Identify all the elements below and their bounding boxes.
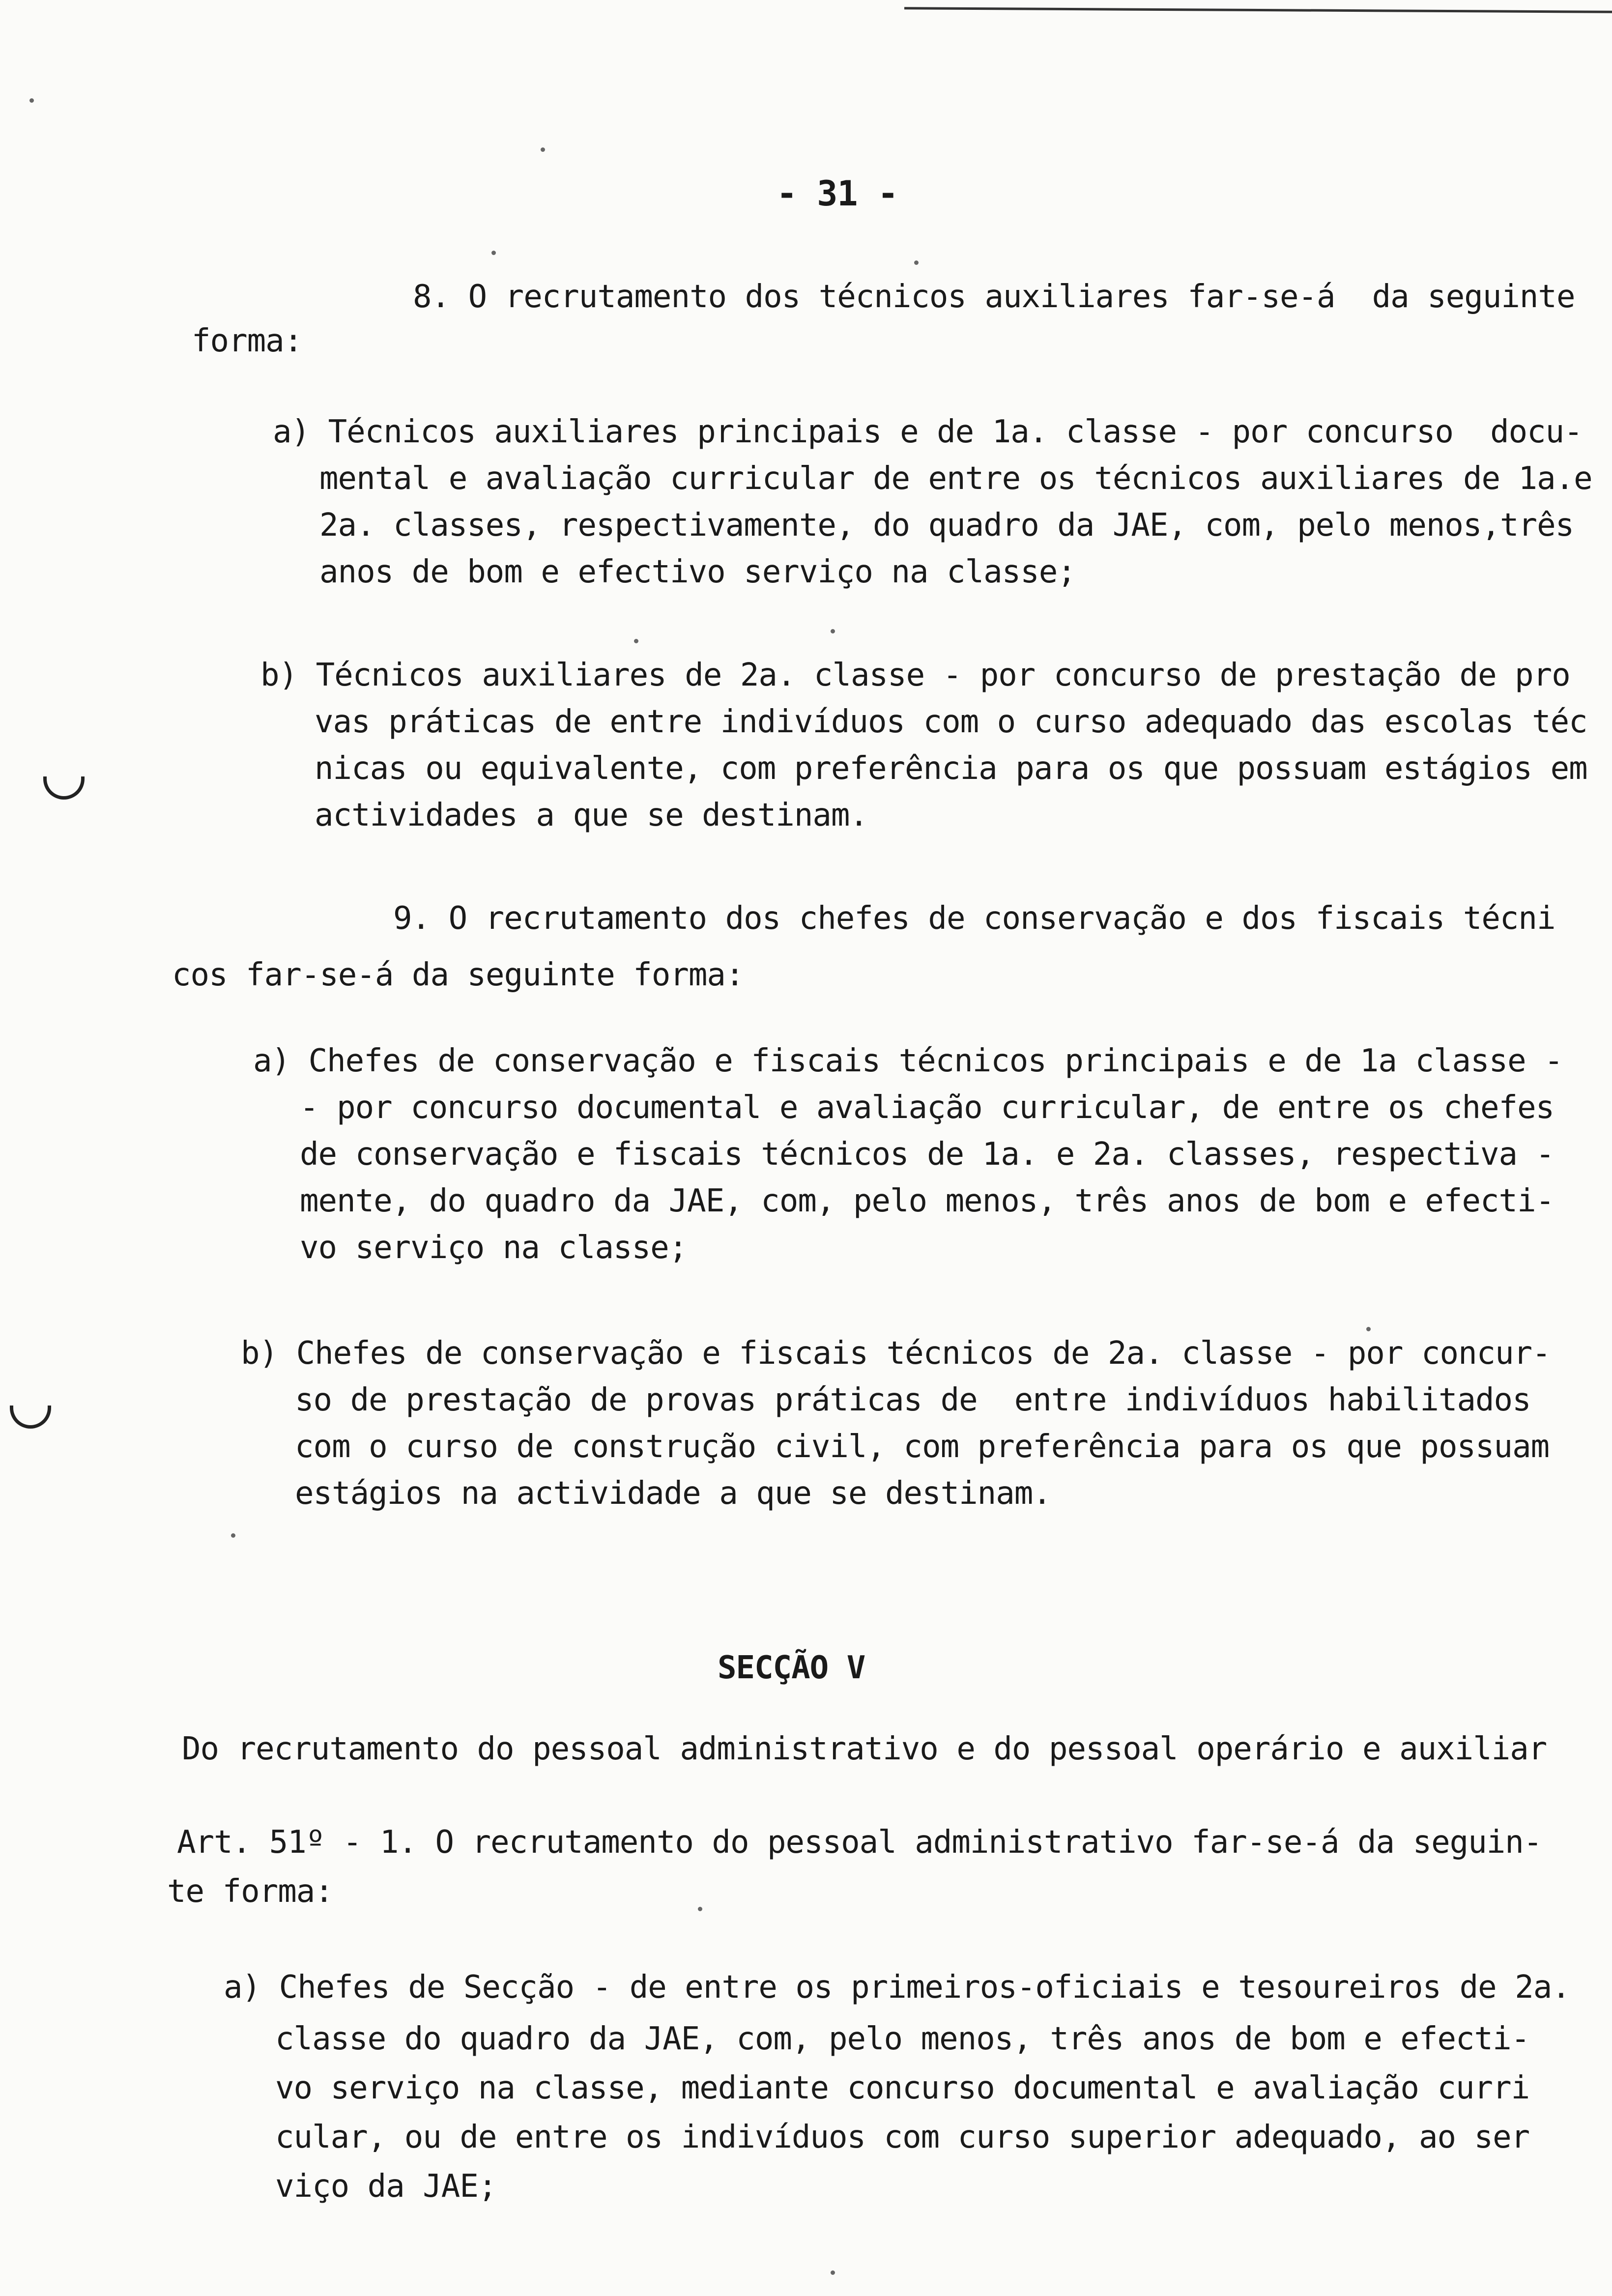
item-9-line-2: cos far-se-á da seguinte forma: (172, 957, 744, 993)
paragraph-line: com o curso de construção civil, com preferência para os que possuam (295, 1429, 1550, 1465)
binding-hole-mark (10, 1406, 51, 1429)
paragraph-line: nicas ou equivalente, com preferência para os que possuam estágios em (315, 750, 1587, 787)
paragraph-line: b) Chefes de conservação e fiscais técnicos de 2a. classe - por concur- (241, 1335, 1551, 1372)
paragraph-line: a) Técnicos auxiliares principais e de 1a. classe - por concurso docu- (273, 414, 1583, 450)
paragraph-line: a) Chefes de Secção - de entre os primeiros-oficiais e tesoureiros de 2a. (224, 1969, 1570, 2006)
paragraph-line: estágios na actividade a que se destinam. (295, 1475, 1051, 1512)
paragraph-line: a) Chefes de conservação e fiscais técnicos principais e de 1a classe - (253, 1043, 1563, 1079)
speck (698, 1907, 702, 1911)
section-title: SECÇÃO V (718, 1650, 865, 1686)
speck (541, 147, 545, 152)
item-8-line-2: forma: (192, 323, 303, 359)
paragraph-line: anos de bom e efectivo serviço na classe; (319, 554, 1076, 590)
top-edge-line (904, 7, 1612, 13)
paragraph-line: vo serviço na classe, mediante concurso documental e avaliação curri (275, 2070, 1530, 2106)
paragraph-line: classe do quadro da JAE, com, pelo menos, três anos de bom e efecti- (275, 2021, 1530, 2057)
paragraph-line: - por concurso documental e avaliação curricular, de entre os chefes (300, 1090, 1554, 1126)
speck (634, 639, 638, 643)
paragraph-line: vas práticas de entre indivíduos com o curso adequado das escolas téc (315, 704, 1587, 740)
paragraph-line: cular, ou de entre os indivíduos com curso superior adequado, ao ser (275, 2119, 1530, 2155)
binding-hole-mark (43, 776, 85, 800)
article-51-line-2: te forma: (167, 1873, 333, 1910)
paragraph-line: actividades a que se destinam. (315, 797, 868, 833)
page-number: - 31 - (777, 173, 898, 214)
paragraph-line: 2a. classes, respectivamente, do quadro da JAE, com, pelo menos,três (319, 507, 1574, 544)
paragraph-line: viço da JAE; (275, 2168, 497, 2205)
paragraph-line: de conservação e fiscais técnicos de 1a. e 2a. classes, respectiva - (300, 1136, 1554, 1173)
speck (491, 251, 496, 255)
paragraph-line: so de prestação de provas práticas de entre indivíduos habilitados (295, 1382, 1531, 1418)
speck (831, 2270, 835, 2275)
item-8-line-1: 8. O recrutamento dos técnicos auxiliares far-se-á da seguinte (413, 279, 1575, 315)
paragraph-line: mental e avaliação curricular de entre os técnicos auxiliares de 1a.e (319, 460, 1592, 497)
paragraph-line: mente, do quadro da JAE, com, pelo menos, três anos de bom e efecti- (300, 1183, 1554, 1219)
section-subtitle: Do recrutamento do pessoal administrativo e do pessoal operário e auxiliar (182, 1731, 1547, 1767)
speck (914, 260, 919, 265)
item-9-line-1: 9. O recrutamento dos chefes de conservação e dos fiscais técni (393, 900, 1555, 937)
paragraph-line: b) Técnicos auxiliares de 2a. classe - por concurso de prestação de pro (260, 657, 1570, 693)
paragraph-line: vo serviço na classe; (300, 1230, 688, 1266)
speck (231, 1533, 235, 1538)
speck (29, 98, 34, 103)
speck (831, 629, 835, 633)
article-51-line-1: Art. 51º - 1. O recrutamento do pessoal administrativo far-se-á da seguin- (177, 1824, 1542, 1861)
